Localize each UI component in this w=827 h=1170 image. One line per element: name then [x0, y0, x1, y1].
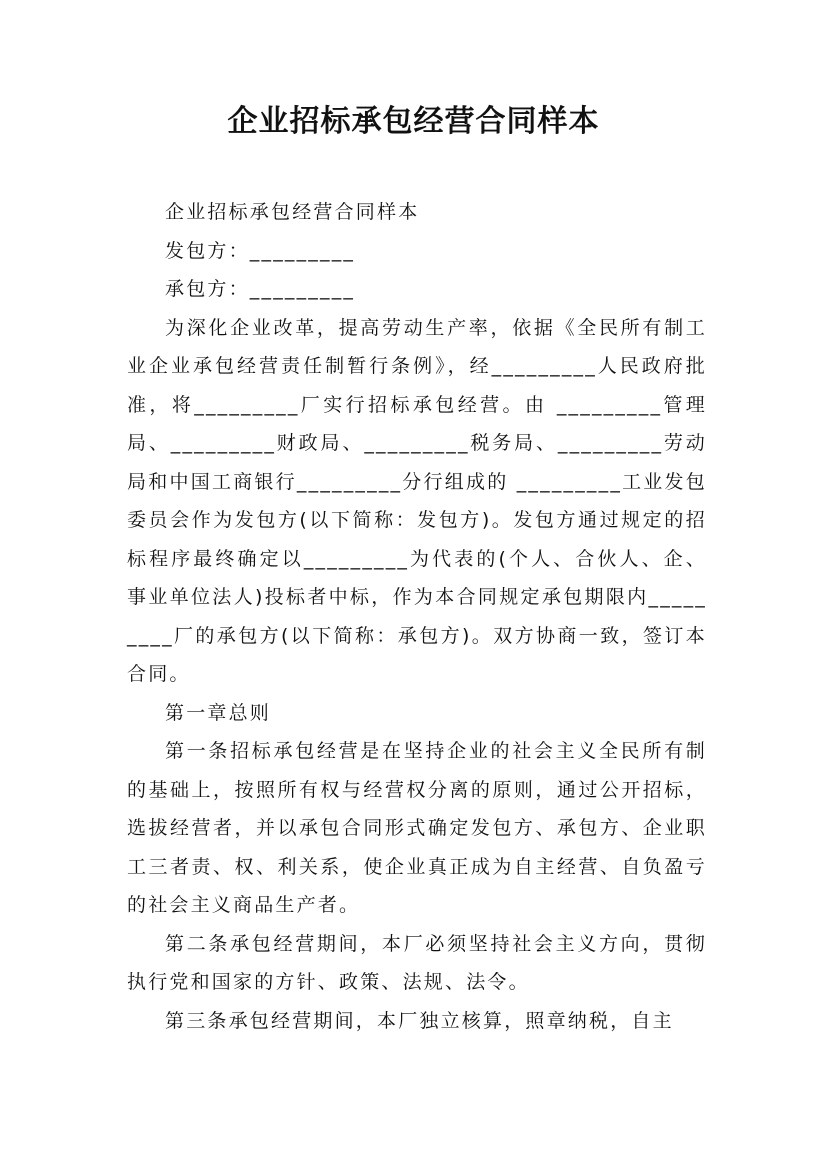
preamble-paragraph: 为深化企业改革，提高劳动生产率，依据《全民所有制工业企业承包经营责任制暂行条例》，经_________人民政府批准，将_________厂实行招标承包经营。由 _________管理局、_________财政局、_________税务局、_________劳动局和中国工商银行_________分行组成的 _________工业发包委员会作为发包方(以下简称：发包方)。发包方通过规定的招标程序最终确定以_________为代表的(个人、合伙人、企、事业单位法人)投标者中标，作为本合同规定承包期限内_________厂的承包方(以下简称：承包方)。双方协商一致，签订本合同。 — [127, 316, 707, 685]
article-1-paragraph: 第一条招标承包经营是在坚持企业的社会主义全民所有制的基础上，按照所有权与经营权分离的原则，通过公开招标，选拔经营者，并以承包合同形式确定发包方、承包方、企业职工三者责、权、利关系，使企业真正成为自主经营、自负盈亏的社会主义商品生产者。 — [127, 740, 707, 916]
article-2-paragraph: 第二条承包经营期间，本厂必须坚持社会主义方向，贯彻执行党和国家的方针、政策、法规、法令。 — [127, 932, 707, 993]
party-b-line: 承包方：_________ — [165, 278, 356, 300]
document-body — [127, 193, 707, 1040]
chapter-heading: 第一章总则 — [165, 701, 272, 724]
article-3-paragraph: 第三条承包经营期间，本厂独立核算，照章纳税，自主 — [165, 1009, 674, 1032]
document-title: 企业招标承包经营合同样本 — [227, 104, 600, 139]
body-heading: 企业招标承包经营合同样本 — [165, 201, 420, 223]
party-a-line: 发包方：_________ — [165, 239, 356, 262]
